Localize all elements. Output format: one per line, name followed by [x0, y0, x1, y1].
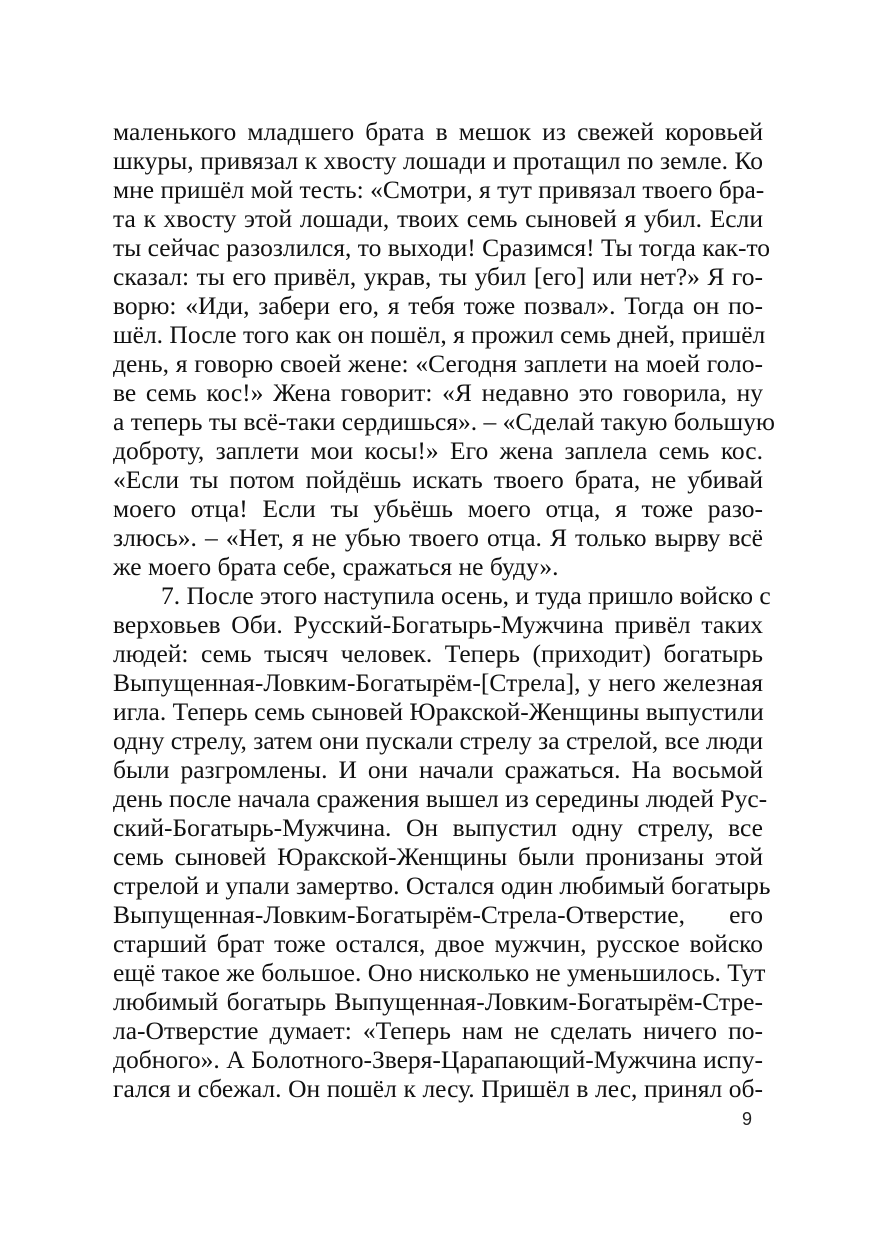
- text-line: были разгромлены. И они начали сражаться. На восьмой: [113, 755, 763, 784]
- text-line: ворю: «Иди, забери его, я тебя тоже позвал». Тогда он по-: [113, 291, 763, 320]
- text-line: Выпущенная-Ловким-Богатырём-Стрела-Отверстие, его: [113, 900, 763, 929]
- text-line: день, я говорю своей жене: «Сегодня заплети на моей голо-: [113, 349, 763, 378]
- text-line: стрелой и упали замертво. Остался один любимый богатырь: [113, 871, 771, 900]
- text-line: день после начала сражения вышел из середины людей Рус-: [113, 784, 768, 813]
- text-line: ский-Богатырь-Мужчина. Он выпустил одну стрелу, все: [113, 813, 763, 842]
- text-line: сказал: ты его привёл, украв, ты убил [его] или нет?» Я го-: [113, 262, 763, 291]
- text-line: добного». А Болотного-Зверя-Царапающий-Мужчина испу-: [113, 1045, 763, 1074]
- text-line: маленького младшего брата в мешок из свежей коровьей: [113, 117, 763, 146]
- text-line: ещё такое же большое. Оно нисколько не уменьшилось. Тут: [113, 958, 766, 987]
- text-line: злюсь». – «Нет, я не убью твоего отца. Я только вырву всё: [113, 523, 763, 552]
- text-line: «Если ты потом пойдёшь искать твоего брата, не убивай: [113, 465, 763, 494]
- text-line: любимый богатырь Выпущенная-Ловким-Богатырём-Стре-: [113, 987, 763, 1016]
- text-line: верховьев Оби. Русский-Богатырь-Мужчина привёл таких: [113, 610, 763, 639]
- text-line: игла. Теперь семь сыновей Юракской-Женщины выпустили: [113, 697, 764, 726]
- text-line: одну стрелу, затем они пускали стрелу за стрелой, все люди: [113, 726, 763, 755]
- text-line: семь сыновей Юракской-Женщины были пронизаны этой: [113, 842, 763, 871]
- text-line: Выпущенная-Ловким-Богатырём-[Стрела], у него железная: [113, 668, 763, 697]
- body-text: [113, 117, 775, 1103]
- text-line: ве семь кос!» Жена говорит: «Я недавно это говорила, ну: [113, 378, 763, 407]
- text-line: ла-Отверстие думает: «Теперь нам не сделать ничего по-: [113, 1016, 763, 1045]
- text-line: гался и сбежал. Он пошёл к лесу. Пришёл в лес, принял об-: [113, 1074, 763, 1103]
- page-number: 9: [742, 1109, 753, 1129]
- text-line: та к хвосту этой лошади, твоих семь сыновей я убил. Если: [113, 204, 763, 233]
- text-line: доброту, заплети мои косы!» Его жена заплела семь кос.: [113, 436, 763, 465]
- text-line: людей: семь тысяч человек. Теперь (приходит) богатырь: [113, 639, 763, 668]
- text-line: 7. После этого наступила осень, и туда пришло войско с: [161, 581, 771, 610]
- text-line: моего отца! Если ты убьёшь моего отца, я тоже разо-: [113, 494, 763, 523]
- text-line: же моего брата себе, сражаться не буду».: [113, 552, 559, 581]
- text-line: ты сейчас разозлился, то выходи! Сразимся! Ты тогда как-то: [113, 233, 771, 262]
- text-line: шёл. После того как он пошёл, я прожил семь дней, пришёл: [113, 320, 766, 349]
- paragraph: [113, 117, 775, 581]
- text-line: шкуры, привязал к хвосту лошади и протащил по земле. Ко: [113, 146, 763, 175]
- text-line: старший брат тоже остался, двое мужчин, русское войско: [113, 929, 763, 958]
- text-line: мне пришёл мой тесть: «Смотри, я тут привязал твоего бра-: [113, 175, 765, 204]
- text-line: а теперь ты всё-таки сердишься». – «Сделай такую большую: [113, 407, 775, 436]
- paragraph: [113, 581, 771, 1103]
